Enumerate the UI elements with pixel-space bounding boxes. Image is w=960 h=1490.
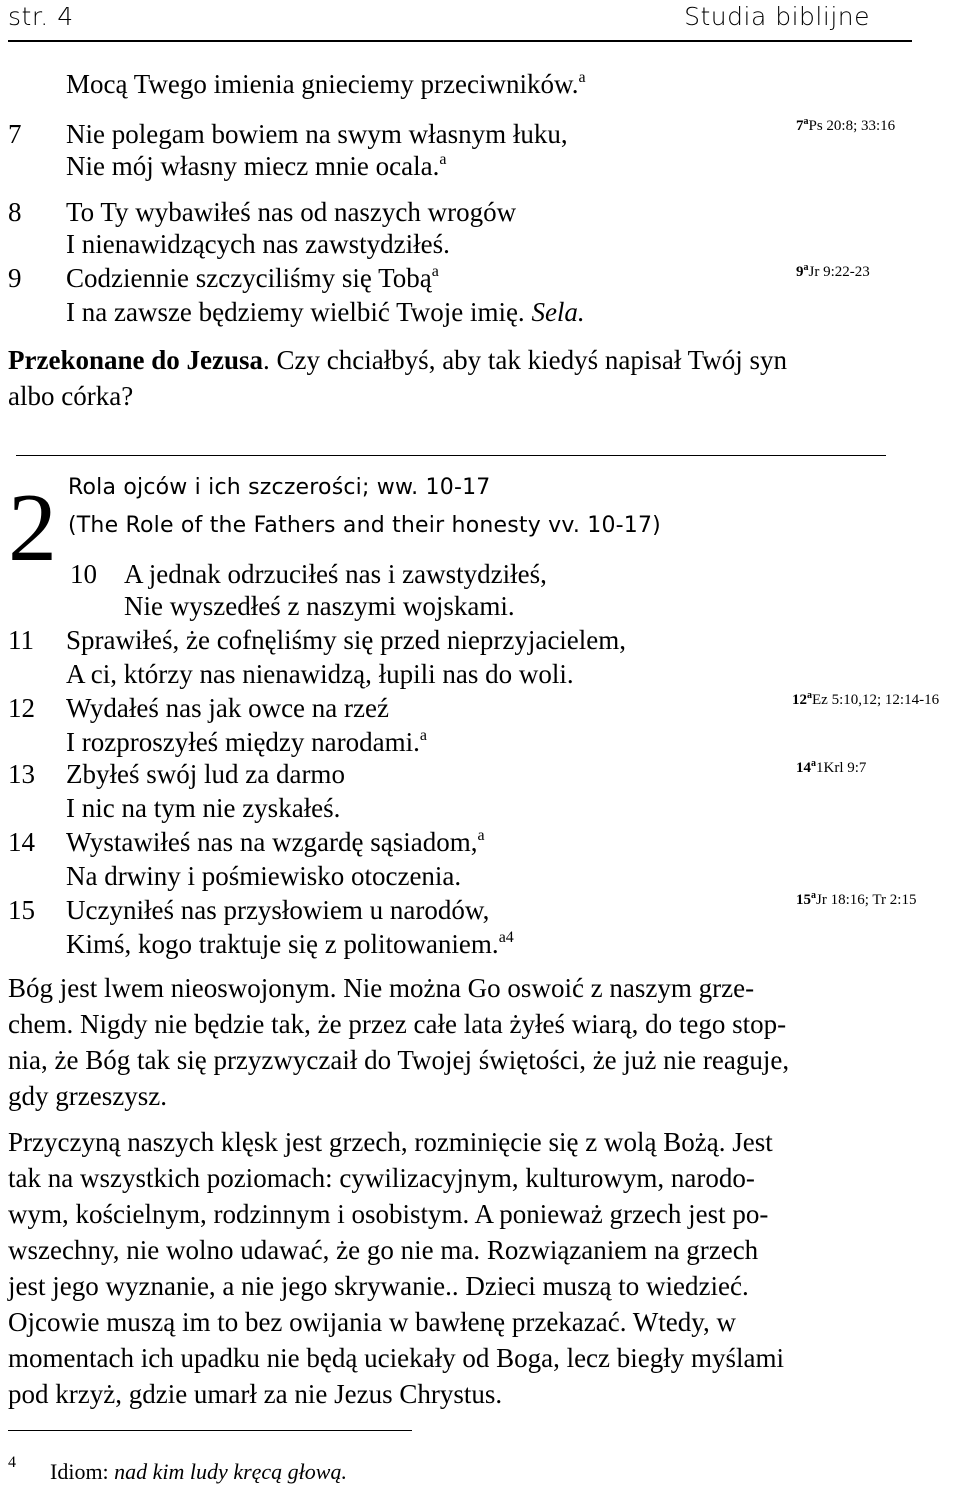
verse-line: A ci, którzy nas nienawidzą, łupili nas do woli. [66,659,574,689]
verse-line: I rozproszyłeś między narodami.$^a$ [66,727,427,757]
paragraph-line: nia, że Bóg tak się przyzwyczaił do Twojej świętości, że już nie reaguje, [8,1045,790,1075]
verse-line: Nie wyszedłeś z naszymi wojskami. [124,591,515,621]
footnote-number: 4 [8,1454,16,1471]
verse-number: 15 [8,895,35,925]
verse-line: A jednak odrzuciłeś nas i zawstydziłeś, [124,559,547,589]
paragraph-line: Przyczyną naszych klęsk jest grzech, rozminięcie się z wolą Bożą. Jest [8,1127,773,1157]
footnote-rule [8,1430,412,1431]
verse-number: 13 [8,759,35,789]
cross-reference: 14$^a$1Krl 9:7 [796,758,867,776]
section-subtitle: (The Role of the Fathers and their honesty vv. 10-17) [68,513,661,538]
cross-reference: 12$^a$Ez 5:10,12; 12:14-16 [792,690,940,708]
section-divider [16,455,886,456]
page-header [0,0,960,44]
paragraph-line: Bóg jest lwem nieoswojonym. Nie można Go oswoić z naszym grze- [8,973,755,1003]
verse-number: 14 [8,827,35,857]
verse-line: I nic na tym nie zyskałeś. [66,793,341,823]
verse-line: I na zawsze będziemy wielbić Twoje imię. Sela. [66,297,585,327]
verse-line: Nie mój własny miecz mnie ocala.$^a$ [66,151,447,181]
verse-line: Zbyłeś swój lud za darmo [66,759,345,789]
cross-reference: 7$^a$Ps 20:8; 33:16 [796,116,896,134]
cross-reference: 9$^a$Jr 9:22-23 [796,262,870,280]
verse-line: Nie polegam bowiem na swym własnym łuku, [66,119,568,149]
footnote-marker: a4 [498,929,514,946]
commentary-paragraph [8,1124,908,1412]
paragraph-line: momentach ich upadku nie będą uciekały od Boga, lecz biegły myślami [8,1343,785,1373]
commentary-paragraph [8,970,908,1114]
commentary-line: albo córka? [8,381,134,411]
commentary-line: Przekonane do Jezusa. Czy chciałbyś, aby tak kiedyś napisał Twój syn [8,345,788,375]
paragraph-line: jest jego wyznanie, a nie jego skrywanie.. Dzieci muszą to wiedzieć. [8,1271,749,1301]
paragraph-line: pod krzyż, gdzie umarł za nie Jezus Chrystus. [8,1379,503,1409]
verse-line: Sprawiłeś, że cofnęliśmy się przed nieprzyjacielem, [66,625,627,655]
section-number: 2 [8,474,57,582]
header-rule [8,40,912,42]
verse-line: Na drwiny i pośmiewisko otoczenia. [66,861,462,891]
verse-line: Mocą Twego imienia gnieciemy przeciwników.$^a$ [66,69,586,99]
verse-line: Wydałeś nas jak owce na rzeź [66,693,389,723]
verse-line: Wystawiłeś nas na wzgardę sąsiadom,$^a$ [66,827,485,857]
paragraph-line: Ojcowie muszą im to bez owijania w bawłenę przekazać. Wtedy, w [8,1307,736,1337]
verse-number: 7 [8,119,22,149]
verse-number: 11 [8,625,34,655]
paragraph-line: wym, kościelnym, rodzinnym i osobistym. A ponieważ grzech jest po- [8,1199,769,1229]
verse-line: Kimś, kogo traktuje się z politowaniem.$^{a4}$ [66,929,514,959]
verse-number: 8 [8,197,22,227]
paragraph-line: chem. Nigdy nie będzie tak, że przez całe lata żyłeś wiarą, do tego stop- [8,1009,787,1039]
sela-marker: Sela. [531,297,585,327]
paragraph-line: gdy grzeszysz. [8,1081,167,1111]
verse-number: 12 [8,693,35,723]
verse-number: 9 [8,263,22,293]
paragraph-line: tak na wszystkich poziomach: cywilizacyjnym, kulturowym, narodo- [8,1163,755,1193]
verse-line: I nienawidzących nas zawstydziłeś. [66,229,450,259]
section-title: Rola ojców i ich szczerości; ww. 10-17 [68,475,491,500]
verse-number: 10 [70,559,97,589]
cross-reference: 15$^a$Jr 18:16; Tr 2:15 [796,890,917,908]
verse-line: Codziennie szczyciliśmy się Tobą$^a$ [66,263,439,293]
verse-line: To Ty wybawiłeś nas od naszych wrogów [66,197,517,227]
verse-line: Uczyniłeś nas przysłowiem u narodów, [66,895,490,925]
page-number: str. 4 [8,2,74,31]
commentary-heading: Przekonane do Jezusa [8,345,263,375]
footnote-text: Idiom: nad kim ludy kręcą głową. [50,1459,347,1484]
running-title: Studia biblijne [684,2,870,31]
paragraph-line: wszechny, nie wolno udawać, że go nie ma. Rozwiązaniem na grzech [8,1235,759,1265]
